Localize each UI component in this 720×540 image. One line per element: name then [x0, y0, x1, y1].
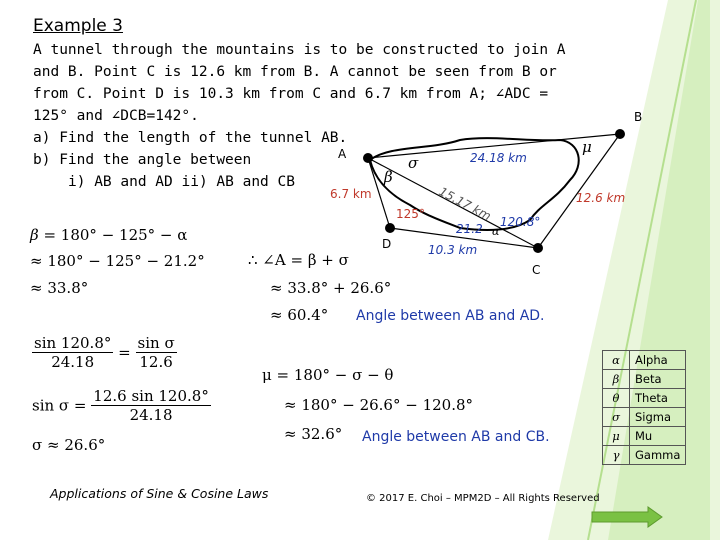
legend-row — [603, 446, 686, 465]
legend-row — [603, 389, 686, 408]
point-b-dot — [615, 129, 625, 139]
sine-law-rhs-den: 12.6 — [139, 353, 173, 371]
legend-symbol: θ — [603, 389, 630, 408]
sigma-solve-den: 24.18 — [129, 406, 173, 424]
legend-row — [603, 370, 686, 389]
sine-law-lhs-den: 24.18 — [51, 353, 95, 371]
slide-title: Example 3 — [33, 16, 123, 36]
part-a-question: a) Find the length of the tunnel AB. — [33, 130, 348, 146]
sigma-solve-num: 12.6 sin 120.8° — [93, 387, 209, 405]
sine-law-lhs-num: sin 120.8° — [34, 334, 112, 352]
beta-symbol: β — [30, 226, 39, 244]
next-slide-arrow-icon[interactable] — [590, 506, 664, 528]
legend-name: Beta — [630, 370, 686, 389]
sine-law-rhs-num: sin σ — [137, 334, 175, 352]
angle-a-caption: Angle between AB and AD. — [356, 308, 545, 324]
point-a-dot — [363, 153, 373, 163]
legend-row — [603, 351, 686, 370]
point-d-dot — [385, 223, 395, 233]
label-angle-c: 120.8° — [500, 215, 541, 229]
legend-name: Alpha — [630, 351, 686, 370]
footer-course-title: Applications of Sine & Cosine Laws — [50, 486, 269, 501]
problem-line-2: and B. Point C is 12.6 km from B. A cannot be seen from B or — [33, 64, 557, 80]
beta-eq-line-2: ≈ 180° − 125° − 21.2° — [30, 252, 205, 270]
mu-eq-line-2: ≈ 180° − 26.6° − 120.8° — [284, 396, 474, 414]
beta-eq-rhs: = 180° − 125° − α — [43, 226, 188, 244]
sigma-result: σ ≈ 26.6° — [32, 436, 106, 454]
label-cd-length: 10.3 km — [428, 243, 478, 257]
mu-caption: Angle between AB and CB. — [362, 429, 550, 445]
label-a: A — [338, 147, 347, 161]
legend-symbol: α — [603, 351, 630, 370]
legend-name: Mu — [630, 427, 686, 446]
mu-eq-line-1: μ = 180° − σ − θ — [262, 366, 394, 384]
label-ad-length: 6.7 km — [330, 187, 372, 201]
legend-name: Gamma — [630, 446, 686, 465]
problem-line-3: from C. Point D is 10.3 km from C and 6.7 km from A; ∠ADC = — [33, 86, 549, 102]
angle-a-line-3: ≈ 60.4° — [270, 306, 329, 324]
beta-eq-line-3: ≈ 33.8° — [30, 279, 89, 297]
label-b: B — [634, 110, 643, 124]
footer-copyright: © 2017 E. Choi – MPM2D – All Rights Reserved — [366, 493, 600, 504]
label-angle-d: 125° — [396, 207, 425, 221]
beta-eq-line-1 — [30, 226, 187, 244]
label-d: D — [382, 237, 392, 251]
label-ac-alt: 21.2 — [456, 222, 483, 236]
legend-symbol: μ — [603, 427, 630, 446]
legend-name: Theta — [630, 389, 686, 408]
legend-symbol: γ — [603, 446, 630, 465]
part-b-question: b) Find the angle between — [33, 152, 252, 168]
label-mu: μ — [582, 138, 592, 156]
greek-legend-table — [602, 350, 686, 465]
part-b-subquestions: i) AB and AD ii) AB and CB — [68, 174, 295, 190]
problem-line-1: A tunnel through the mountains is to be constructed to join A — [33, 42, 566, 58]
label-bc-length: 12.6 km — [576, 191, 626, 205]
angle-a-line-2: ≈ 33.8° + 26.6° — [270, 279, 392, 297]
tunnel-diagram — [330, 120, 650, 290]
legend-symbol: σ — [603, 408, 630, 427]
sigma-solve-lhs: sin σ = — [32, 396, 87, 415]
label-beta: β — [384, 168, 393, 186]
label-alpha: α — [492, 225, 500, 238]
label-c: C — [532, 263, 541, 277]
legend-row — [603, 427, 686, 446]
mu-eq-line-3: ≈ 32.6° — [284, 425, 343, 443]
point-c-dot — [533, 243, 543, 253]
legend-name: Sigma — [630, 408, 686, 427]
problem-line-4: 125° and ∠DCB=142°. — [33, 108, 199, 124]
sigma-solve-line — [32, 387, 211, 424]
label-ac-length: 15.17 km — [436, 184, 494, 224]
sine-law-equation: $\frac{\sin 120.8^\circ}{24.18}$ = $\frac{\text{sin σ}}{12.6}$ — [34, 334, 175, 371]
legend-row — [603, 408, 686, 427]
legend-symbol: β — [603, 370, 630, 389]
label-sigma: σ — [408, 154, 419, 172]
angle-a-line-1: ∴ ∠A = β + σ — [248, 251, 349, 269]
label-ab-length: 24.18 km — [470, 151, 527, 165]
